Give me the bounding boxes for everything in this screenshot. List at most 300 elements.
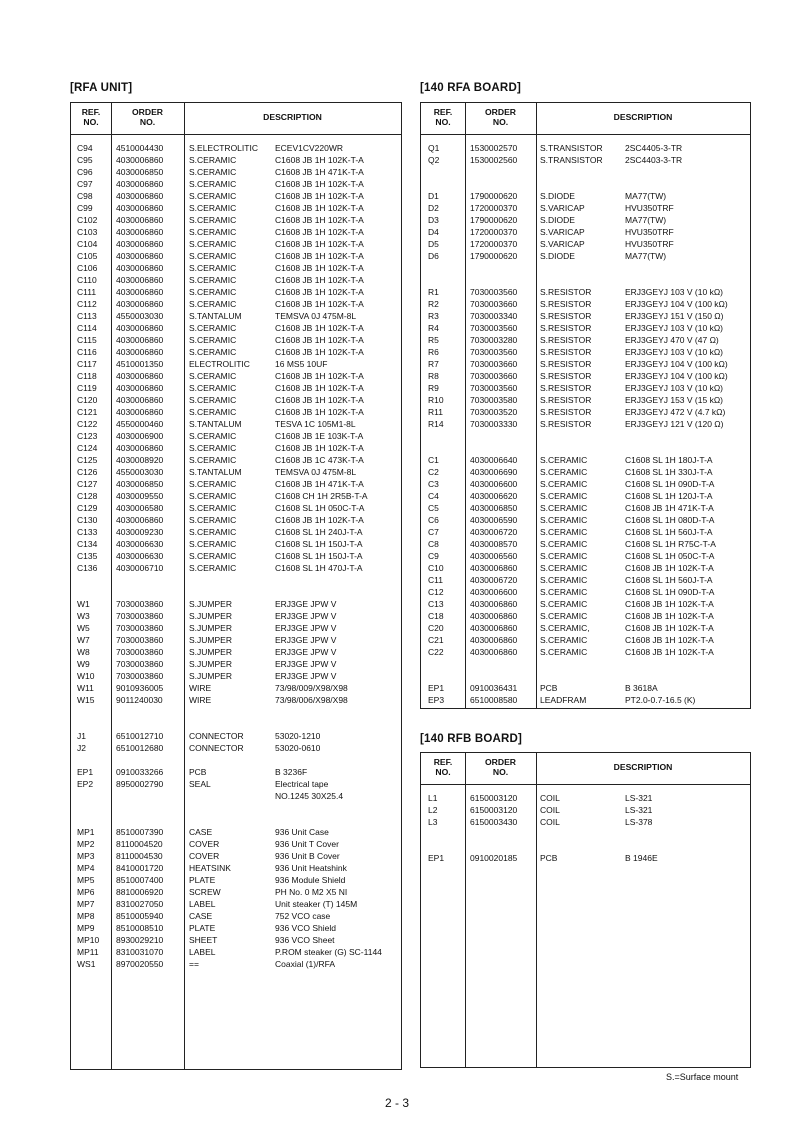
description-cell: C1608 JB 1H 102K-T-A (275, 263, 364, 273)
order-no-cell: 8810006920 (116, 887, 164, 897)
order-no-cell: 8510007400 (116, 875, 164, 885)
description-cell: HVU350TRF (625, 203, 674, 213)
order-no-cell: 4030006860 (116, 443, 164, 453)
table-row (421, 298, 750, 310)
part-type-cell: S.CERAMIC (189, 251, 237, 261)
part-type-cell: S.RESISTOR (540, 287, 592, 297)
table-row (71, 502, 401, 514)
ref-no-cell: C13 (428, 599, 444, 609)
order-no-cell: 4030006860 (116, 515, 164, 525)
table-row (71, 574, 401, 586)
ref-no-cell: C123 (77, 431, 98, 441)
description-cell: HVU350TRF (625, 227, 674, 237)
order-no-cell: 4030006720 (470, 575, 518, 585)
part-type-cell: S.JUMPER (189, 671, 232, 681)
description-cell: 936 Unit Case (275, 827, 329, 837)
description-cell: ERJ3GEYJ 151 V (150 Ω) (625, 311, 724, 321)
part-type-cell: S.JUMPER (189, 659, 232, 669)
description-cell: C1608 JB 1H 102K-T-A (275, 347, 364, 357)
part-type-cell: S.TANTALUM (189, 311, 242, 321)
part-type-cell: S.CERAMIC (540, 563, 588, 573)
order-no-cell: 4030006860 (116, 251, 164, 261)
table-row (71, 490, 401, 502)
order-no-cell: 4030006630 (116, 551, 164, 561)
description-header: DESCRIPTION (613, 762, 673, 772)
table-row (421, 382, 750, 394)
part-type-cell: S.CERAMIC (189, 479, 237, 489)
description-cell: C1608 JB 1H 102K-T-A (275, 383, 364, 393)
part-type-cell: S.CERAMIC (189, 503, 237, 513)
part-type-cell: SCREW (189, 887, 221, 897)
ref-no-cell: C5 (428, 503, 439, 513)
ref-no-cell: EP1 (428, 853, 445, 863)
order-no-cell: 8310031070 (116, 947, 164, 957)
description-cell: C1608 SL 1H 050C-T-A (625, 551, 715, 561)
table-row (71, 814, 401, 826)
ref-no-cell: C6 (428, 515, 439, 525)
part-type-cell: S.RESISTOR (540, 395, 592, 405)
ref-no-cell: MP9 (77, 923, 95, 933)
ref-no-cell: C117 (77, 359, 97, 369)
order-no-cell: 8950002790 (116, 779, 164, 789)
ref-no-cell: R14 (428, 419, 444, 429)
rows (421, 142, 750, 706)
part-type-cell: S.CERAMIC (540, 635, 588, 645)
table-row (421, 202, 750, 214)
table-row (421, 574, 750, 586)
order-no-cell: 4030008570 (470, 539, 518, 549)
part-type-cell: S.CERAMIC (540, 527, 588, 537)
table-row (71, 670, 401, 682)
table-row (71, 274, 401, 286)
part-type-cell: S.TANTALUM (189, 419, 242, 429)
description-cell: C1608 JB 1H 102K-T-A (275, 395, 364, 405)
table-row (421, 622, 750, 634)
ref-no-cell: Q2 (428, 155, 440, 165)
part-type-cell: HEATSINK (189, 863, 231, 873)
part-type-cell: S.RESISTOR (540, 371, 592, 381)
order-no-cell: 6150003120 (470, 805, 518, 815)
part-type-cell: S.TRANSISTOR (540, 155, 603, 165)
part-type-cell: S.CERAMIC (189, 563, 237, 573)
order-no-cell: 7030003560 (470, 383, 518, 393)
order-no-cell: 4030006720 (470, 527, 518, 537)
table-row (421, 310, 750, 322)
description-cell: C1608 JB 1H 102K-T-A (625, 611, 714, 621)
table-row (71, 838, 401, 850)
order-no-cell: 1720000370 (470, 239, 518, 249)
table-row (71, 778, 401, 790)
order-no-cell: 4030006600 (470, 587, 518, 597)
order-no-cell: 7030003330 (470, 419, 518, 429)
description-cell: MA77(TW) (625, 191, 667, 201)
description-cell: C1608 SL 1H 470J-T-A (275, 563, 363, 573)
ref-no-cell: L2 (428, 805, 438, 815)
ref-no-cell: C105 (77, 251, 98, 261)
part-type-cell: S.CERAMIC (189, 191, 237, 201)
rfb-board-title: [140 RFB BOARD] (420, 733, 523, 745)
order-no-cell: 4030006690 (470, 467, 518, 477)
description-cell: 752 VCO case (275, 911, 331, 921)
ref-no-cell: C118 (77, 371, 97, 381)
description-cell: ERJ3GE JPW V (275, 623, 337, 633)
table-row (421, 214, 750, 226)
table-row (71, 322, 401, 334)
part-type-cell: COIL (540, 805, 560, 815)
part-type-cell: S.VARICAP (540, 239, 585, 249)
table-row (71, 454, 401, 466)
order-no-cell: 4030006860 (116, 275, 164, 285)
order-no-cell: 4030006860 (116, 287, 164, 297)
part-type-cell: S.JUMPER (189, 635, 232, 645)
description-cell: 2SC4405-3-TR (625, 143, 683, 153)
table-row (71, 862, 401, 874)
ref-no-cell: R10 (428, 395, 444, 405)
part-type-cell: S.JUMPER (189, 611, 232, 621)
description-cell: ECEV1CV220WR (275, 143, 344, 153)
ref-no-cell: W8 (77, 647, 90, 657)
table-row (421, 682, 750, 694)
description-cell: P.ROM steaker (G) SC-1144 (275, 947, 382, 957)
order-no-cell: 4030006860 (116, 347, 164, 357)
table-row (71, 514, 401, 526)
order-no-cell: 4030006860 (116, 191, 164, 201)
part-type-cell: S.CERAMIC (189, 407, 237, 417)
part-type-cell: S.CERAMIC (540, 503, 588, 513)
part-type-cell: S.CERAMIC (189, 155, 237, 165)
part-type-cell: S.CERAMIC (189, 287, 237, 297)
ref-no-cell: C11 (428, 575, 443, 585)
order-no-cell: 8510005940 (116, 911, 164, 921)
table-header (71, 103, 401, 135)
table-header (421, 103, 750, 135)
ref-no-cell: C2 (428, 467, 439, 477)
order-no-cell: 4030006860 (116, 299, 164, 309)
ref-header: REF. NO. (433, 107, 453, 127)
ref-no-cell: R11 (428, 407, 443, 417)
table-row (71, 250, 401, 262)
ref-no-cell: C4 (428, 491, 439, 501)
ref-no-cell: D2 (428, 203, 439, 213)
ref-header: REF. NO. (433, 757, 453, 777)
description-cell: C1608 JB 1H 102K-T-A (275, 443, 364, 453)
part-type-cell: S.CERAMIC (540, 575, 588, 585)
part-type-cell: S.CERAMIC (189, 539, 237, 549)
description-cell: C1608 JB 1H 102K-T-A (275, 371, 364, 381)
part-type-cell: S.TANTALUM (189, 467, 242, 477)
part-type-cell: S.CERAMIC (540, 551, 588, 561)
table-row (421, 370, 750, 382)
order-no-cell: 4030006710 (116, 563, 164, 573)
order-no-cell: 7030003860 (116, 623, 164, 633)
order-no-cell: 4030006860 (116, 179, 164, 189)
order-no-cell: 4030006860 (116, 203, 164, 213)
order-header: ORDER NO. (484, 757, 517, 777)
part-type-cell: S.CERAMIC (189, 227, 237, 237)
order-no-cell: 4030006850 (116, 479, 164, 489)
ref-no-cell: W7 (77, 635, 90, 645)
table-row (421, 694, 750, 706)
order-no-cell: 1720000370 (470, 203, 518, 213)
ref-no-cell: C22 (428, 647, 444, 657)
order-no-cell: 1530002560 (470, 155, 518, 165)
part-type-cell: S.DIODE (540, 215, 575, 225)
table-row (71, 442, 401, 454)
ref-no-cell: C1 (428, 455, 439, 465)
description-cell: B 1946E (625, 853, 658, 863)
ref-no-cell: C3 (428, 479, 439, 489)
ref-no-cell: R8 (428, 371, 439, 381)
table-row (421, 190, 750, 202)
ref-no-cell: W11 (77, 683, 94, 693)
part-type-cell: LABEL (189, 899, 216, 909)
ref-no-cell: C133 (77, 527, 98, 537)
description-cell: TEMSVA 0J 475M-8L (275, 311, 357, 321)
order-no-cell: 7030003660 (470, 299, 518, 309)
rfa-unit-table (70, 102, 402, 1070)
order-no-cell: 4030006860 (116, 407, 164, 417)
table-row (421, 334, 750, 346)
order-no-cell: 7030003660 (470, 359, 518, 369)
table-row (421, 646, 750, 658)
description-cell: ERJ3GE JPW V (275, 599, 337, 609)
order-no-cell: 4030006580 (116, 503, 164, 513)
description-cell: C1608 JB 1H 102K-T-A (275, 323, 364, 333)
part-type-cell: S.RESISTOR (540, 323, 592, 333)
rows (71, 142, 401, 970)
order-no-cell: 7030003560 (470, 347, 518, 357)
ref-no-cell: MP7 (77, 899, 95, 909)
description-cell: ERJ3GEYJ 103 V (10 kΩ) (625, 323, 724, 333)
order-header: ORDER NO. (484, 107, 517, 127)
table-row (421, 634, 750, 646)
part-type-cell: S.RESISTOR (540, 407, 592, 417)
part-type-cell: S.CERAMIC (540, 539, 588, 549)
description-cell: C1608 SL 1H R75C-T-A (625, 539, 716, 549)
part-type-cell: S.CERAMIC, (540, 623, 590, 633)
ref-no-cell: C113 (77, 311, 97, 321)
description-cell: ERJ3GE JPW V (275, 659, 337, 669)
description-cell: 936 Unit B Cover (275, 851, 340, 861)
table-row (71, 766, 401, 778)
table-row (71, 382, 401, 394)
ref-no-cell: MP10 (77, 935, 100, 945)
table-row (71, 658, 401, 670)
description-cell: MA77(TW) (625, 251, 667, 261)
table-row (421, 226, 750, 238)
part-type-cell: S.CERAMIC (189, 551, 237, 561)
order-no-cell: 4030006860 (116, 263, 164, 273)
table-row (421, 418, 750, 430)
ref-no-cell: C127 (77, 479, 98, 489)
ref-no-cell: C122 (77, 419, 98, 429)
order-no-cell: 6510008580 (470, 695, 518, 705)
ref-no-cell: WS1 (77, 959, 96, 969)
description-cell: C1608 SL 1H 560J-T-A (625, 527, 713, 537)
table-row (421, 346, 750, 358)
part-type-cell: CASE (189, 827, 213, 837)
ref-no-cell: C103 (77, 227, 98, 237)
description-cell: C1608 JB 1H 102K-T-A (275, 179, 364, 189)
description-cell: C1608 JB 1H 102K-T-A (275, 275, 364, 285)
ref-no-cell: C96 (77, 167, 93, 177)
part-type-cell: S.CERAMIC (189, 491, 237, 501)
ref-no-cell: C112 (77, 299, 97, 309)
description-cell: C1608 JB 1C 473K-T-A (275, 455, 364, 465)
description-cell: 73/98/006/X98/X98 (275, 695, 348, 705)
part-type-cell: PCB (540, 853, 558, 863)
description-cell: 936 Unit T Cover (275, 839, 339, 849)
table-row (71, 874, 401, 886)
description-cell: C1608 JB 1H 102K-T-A (275, 203, 364, 213)
table-row (421, 828, 750, 840)
description-cell: C1608 JB 1H 471K-T-A (275, 167, 364, 177)
table-row (421, 142, 750, 154)
order-no-cell: 8410001720 (116, 863, 164, 873)
part-type-cell: S.CERAMIC (540, 599, 588, 609)
order-no-cell: 4030006860 (116, 155, 164, 165)
table-row (71, 166, 401, 178)
description-cell: Coaxial (1)/RFA (275, 959, 335, 969)
part-type-cell: S.CERAMIC (189, 263, 237, 273)
table-row (71, 178, 401, 190)
order-no-cell: 4030006850 (470, 503, 518, 513)
ref-no-cell: MP5 (77, 875, 95, 885)
rfa-board-title: [140 RFA BOARD] (420, 82, 521, 94)
part-type-cell: S.CERAMIC (189, 371, 237, 381)
table-row (71, 886, 401, 898)
order-no-cell: 6150003120 (470, 793, 518, 803)
description-cell: C1608 SL 1H 560J-T-A (625, 575, 713, 585)
ref-no-cell: MP2 (77, 839, 95, 849)
description-cell: ERJ3GEYJ 472 V (4.7 kΩ) (625, 407, 726, 417)
table-row (71, 478, 401, 490)
description-cell: 936 Unit Heatshink (275, 863, 347, 873)
ref-no-cell: D6 (428, 251, 439, 261)
ref-no-cell: C106 (77, 263, 98, 273)
order-no-cell: 4030006860 (116, 371, 164, 381)
table-row (421, 658, 750, 670)
table-row (71, 346, 401, 358)
order-no-cell: 0910020185 (470, 853, 518, 863)
table-row (421, 840, 750, 852)
order-no-cell: 7030003860 (116, 671, 164, 681)
description-cell: C1608 JB 1H 471K-T-A (275, 479, 364, 489)
part-type-cell: S.CERAMIC (189, 167, 237, 177)
description-cell: C1608 JB 1E 103K-T-A (275, 431, 364, 441)
ref-no-cell: C126 (77, 467, 98, 477)
part-type-cell: S.CERAMIC (540, 515, 588, 525)
order-no-cell: 7030003560 (470, 323, 518, 333)
description-cell: ERJ3GE JPW V (275, 611, 337, 621)
part-type-cell: S.DIODE (540, 251, 575, 261)
order-no-cell: 4550000460 (116, 419, 164, 429)
description-cell: C1608 JB 1H 102K-T-A (275, 407, 364, 417)
description-cell: 936 VCO Sheet (275, 935, 335, 945)
part-type-cell: S.CERAMIC (540, 491, 588, 501)
ref-no-cell: C115 (77, 335, 97, 345)
description-cell: C1608 JB 1H 102K-T-A (275, 155, 364, 165)
table-row (421, 358, 750, 370)
description-cell: C1608 SL 1H 050C-T-A (275, 503, 365, 513)
part-type-cell: S.JUMPER (189, 647, 232, 657)
order-header: ORDER NO. (131, 107, 164, 127)
order-no-cell: 1790000620 (470, 191, 518, 201)
table-row (71, 538, 401, 550)
order-no-cell: 7030003860 (116, 635, 164, 645)
description-cell: C1608 JB 1H 102K-T-A (625, 647, 714, 657)
part-type-cell: S.CERAMIC (189, 275, 237, 285)
table-row (71, 214, 401, 226)
table-row (421, 274, 750, 286)
description-cell: PH No. 0 M2 X5 NI (275, 887, 348, 897)
ref-no-cell: EP1 (428, 683, 445, 693)
part-type-cell: S.CERAMIC (189, 527, 237, 537)
part-type-cell: S.CERAMIC (189, 395, 237, 405)
rows (421, 792, 750, 864)
table-row (421, 816, 750, 828)
ref-no-cell: R6 (428, 347, 439, 357)
order-no-cell: 0910033266 (116, 767, 164, 777)
part-type-cell: S.CERAMIC (540, 587, 588, 597)
part-type-cell: S.CERAMIC (189, 215, 237, 225)
ref-no-cell: C125 (77, 455, 98, 465)
part-type-cell: CONNECTOR (189, 731, 244, 741)
part-type-cell: S.CERAMIC (540, 455, 588, 465)
order-no-cell: 4030006630 (116, 539, 164, 549)
order-no-cell: 4030006860 (470, 647, 518, 657)
description-cell: C1608 JB 1H 102K-T-A (625, 635, 714, 645)
table-row (71, 238, 401, 250)
part-type-cell: S.RESISTOR (540, 419, 592, 429)
description-cell: C1608 JB 1H 102K-T-A (275, 335, 364, 345)
ref-no-cell: C128 (77, 491, 98, 501)
order-no-cell: 4030006860 (470, 611, 518, 621)
ref-no-cell: R1 (428, 287, 439, 297)
order-no-cell: 4030008920 (116, 455, 164, 465)
order-no-cell: 4030006860 (470, 635, 518, 645)
table-row (421, 154, 750, 166)
order-no-cell: 7030003860 (116, 647, 164, 657)
description-cell: C1608 SL 1H 120J-T-A (625, 491, 713, 501)
ref-no-cell: MP4 (77, 863, 95, 873)
table-row (421, 526, 750, 538)
order-no-cell: 6510012710 (116, 731, 164, 741)
order-no-cell: 7030003340 (470, 311, 518, 321)
part-type-cell: S.DIODE (540, 191, 575, 201)
order-no-cell: 8110004530 (116, 851, 163, 861)
table-row (421, 238, 750, 250)
part-type-cell: SEAL (189, 779, 211, 789)
table-row (421, 852, 750, 864)
part-type-cell: S.CERAMIC (540, 479, 588, 489)
ref-no-cell: C9 (428, 551, 439, 561)
part-type-cell: S.JUMPER (189, 623, 232, 633)
ref-no-cell: D4 (428, 227, 439, 237)
table-row (71, 910, 401, 922)
table-row (71, 586, 401, 598)
order-no-cell: 7030003560 (470, 287, 518, 297)
description-cell: LS-378 (625, 817, 653, 827)
table-row (71, 898, 401, 910)
description-cell: C1608 JB 1H 102K-T-A (275, 215, 364, 225)
table-row (421, 550, 750, 562)
ref-no-cell: C110 (77, 275, 97, 285)
order-no-cell: 7030003580 (470, 395, 518, 405)
table-row (71, 142, 401, 154)
ref-no-cell: C97 (77, 179, 93, 189)
order-no-cell: 7030003860 (116, 659, 164, 669)
